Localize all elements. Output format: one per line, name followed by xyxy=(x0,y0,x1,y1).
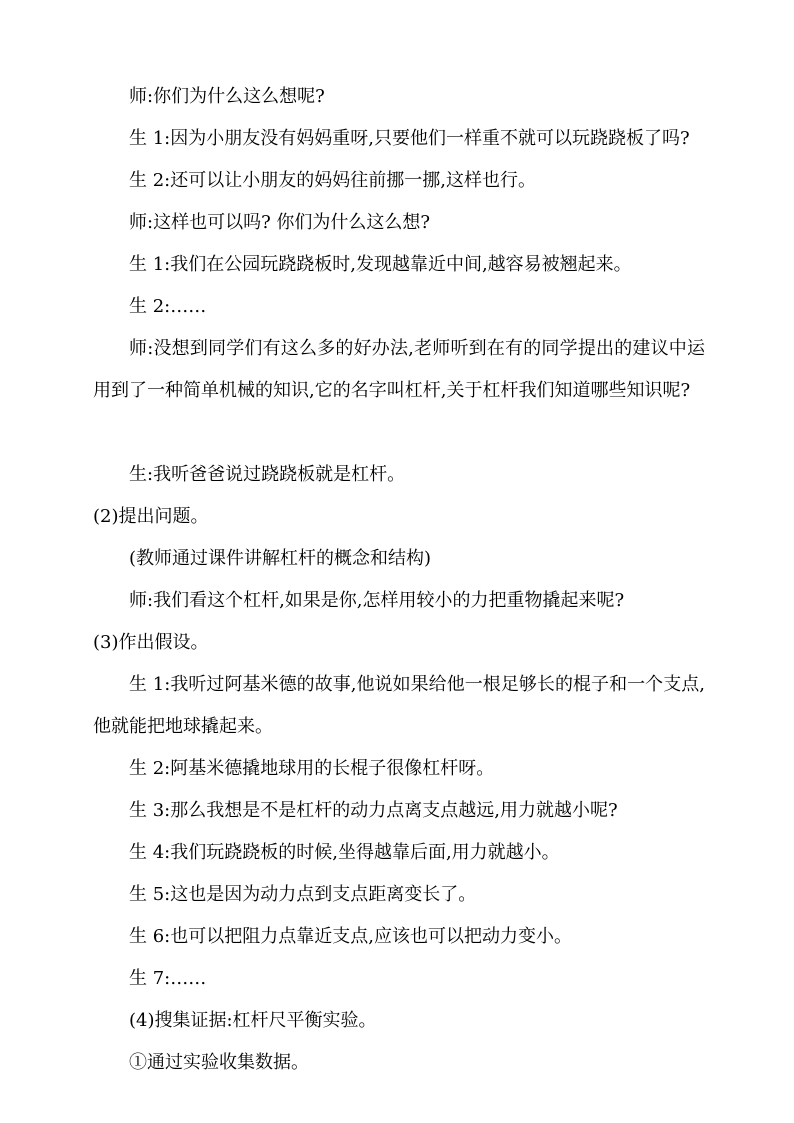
paragraph-teacher-lever-intro: 师:没想到同学们有这么多的好办法,老师听到在有的同学提出的建议中运用到了一种简单机械的知识,它的名字叫杠杆,关于杠杆我们知道哪些知识呢? xyxy=(93,338,705,401)
paragraph-student3-effort: 生 3:那么我想是不是杠杆的动力点离支点越远,用力就越小呢? xyxy=(129,800,618,821)
paragraph-student1-archimedes: 生 1:我听过阿基米德的故事,他说如果给他一根足够长的棍子和一个支点,他就能把地球撬起来。 xyxy=(93,674,705,737)
paragraph-student1-reason: 生 1:因为小朋友没有妈妈重呀,只要他们一样重不就可以玩跷跷板了吗? xyxy=(129,128,690,149)
paragraph-student2-ellipsis: 生 2:…… xyxy=(129,296,207,317)
paragraph-student-dad: 生:我听爸爸说过跷跷板就是杠杆。 xyxy=(129,464,406,485)
paragraph-teacher-followup: 师:这样也可以吗? 你们为什么这么想? xyxy=(129,212,431,233)
paragraph-teacher-question: 师:你们为什么这么想呢? xyxy=(129,86,325,107)
paragraph-student4-seesaw: 生 4:我们玩跷跷板的时候,坐得越靠后面,用力就越小。 xyxy=(129,842,560,863)
paragraph-student5-distance: 生 5:这也是因为动力点到支点距离变长了。 xyxy=(129,884,477,905)
paragraph-teacher-lever-question: 师:我们看这个杠杆,如果是你,怎样用较小的力把重物撬起来呢? xyxy=(129,590,625,611)
paragraph-courseware-note: (教师通过课件讲解杠杆的概念和结构) xyxy=(129,548,432,569)
paragraph-student2-stick: 生 2:阿基米德撬地球用的长棍子很像杠杆呀。 xyxy=(129,758,495,779)
paragraph-student7-ellipsis: 生 7:…… xyxy=(129,968,207,989)
paragraph-student2-move: 生 2:还可以让小朋友的妈妈往前挪一挪,这样也行。 xyxy=(129,170,536,191)
section-heading-collect-evidence: (4)搜集证据:杠杆尺平衡实验。 xyxy=(129,1010,377,1031)
paragraph-collect-data-step: ①通过实验收集数据。 xyxy=(129,1052,309,1073)
paragraph-student1-park: 生 1:我们在公园玩跷跷板时,发现越靠近中间,越容易被翘起来。 xyxy=(129,254,632,275)
section-heading-hypothesis: (3)作出假设。 xyxy=(93,632,209,653)
paragraph-student6-resistance: 生 6:也可以把阻力点靠近支点,应该也可以把动力变小。 xyxy=(129,926,572,947)
section-heading-ask-question: (2)提出问题。 xyxy=(93,506,209,527)
